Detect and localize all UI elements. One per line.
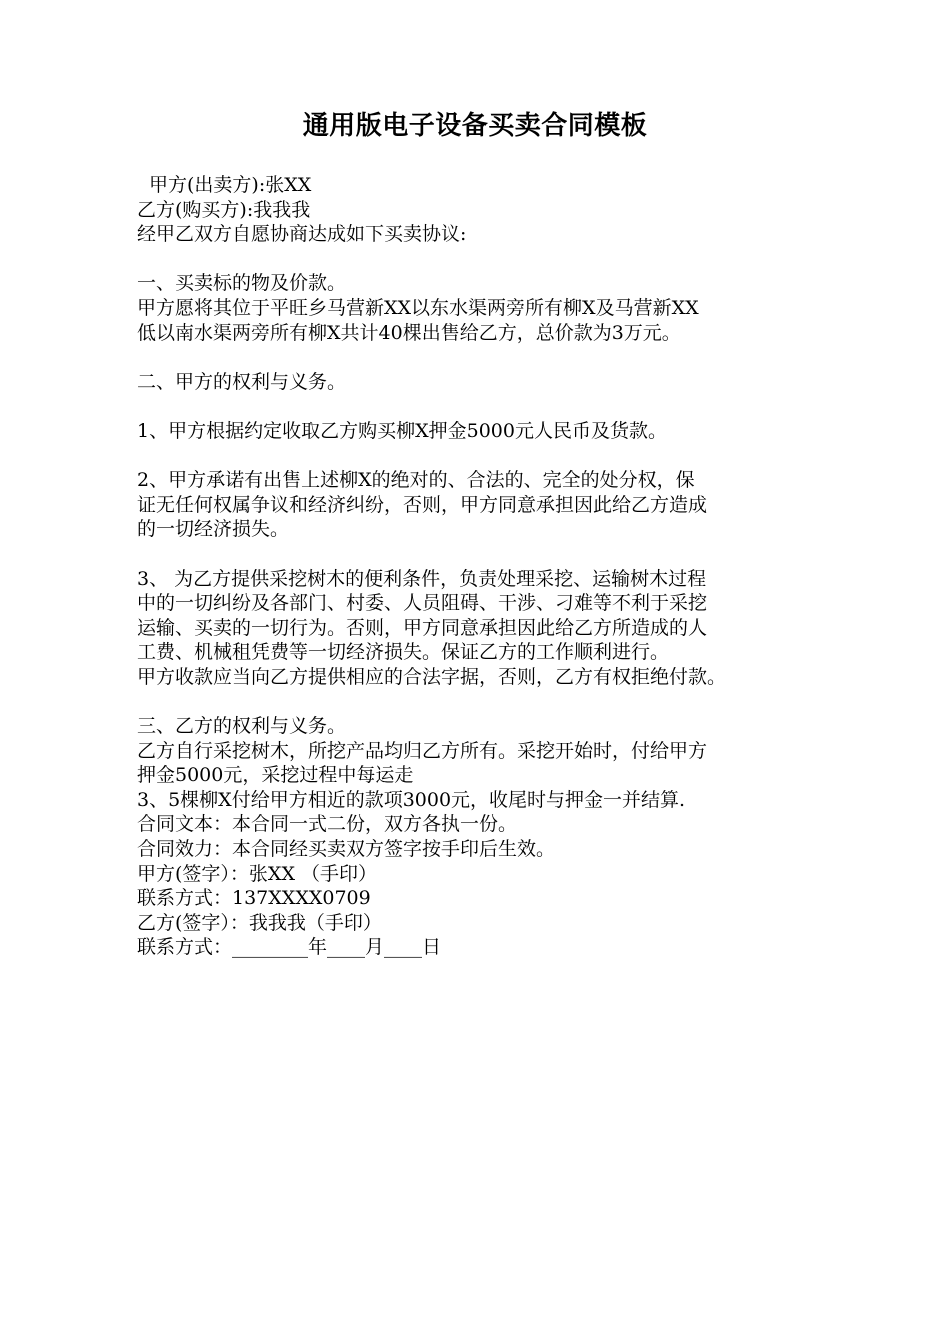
- section-heading-3: 三、乙方的权利与义务。: [137, 715, 347, 738]
- blank-line: [137, 542, 827, 567]
- blank-line: [137, 689, 827, 714]
- clause-3: 3、 为乙方提供采挖树木的便利条件，负责处理采挖、运输树木过程: [137, 567, 707, 590]
- party-b-contact-date: 联系方式：________年____月____日: [137, 936, 442, 959]
- section-heading-2: 二、甲方的权利与义务。: [137, 370, 347, 393]
- party-a-signature: 甲方(签字）：张XX （手印）: [137, 862, 378, 885]
- party-a-contact: 联系方式：137XXXX0709: [137, 887, 371, 910]
- clause-2: 2、甲方承诺有出售上述柳X的绝对的、合法的、完全的处分权，保: [137, 469, 695, 492]
- payment-receipt-clause: 甲方收款应当向乙方提供相应的合法字据，否则，乙方有权拒绝付款。: [137, 665, 727, 688]
- clause-3: 运输、买卖的一切行为。否则，甲方同意承担因此给乙方所造成的人: [137, 616, 708, 639]
- contract-copies: 合同文本：本合同一式二份，双方各执一份。: [137, 813, 518, 836]
- blank-line: [137, 394, 827, 419]
- section-3-text: 押金5000元，采挖过程中每运走: [137, 764, 414, 787]
- blank-line: [137, 247, 827, 272]
- clause-1: 1、甲方根据约定收取乙方购买柳X押金5000元人民币及货款。: [137, 419, 667, 442]
- clause-2: 证无任何权属争议和经济纠纷，否则，甲方同意承担因此给乙方造成: [137, 493, 708, 516]
- blank-line: [137, 444, 827, 469]
- party-b-signature: 乙方(签字）：我我我（手印）: [137, 911, 382, 934]
- clause-2: 的一切经济损失。: [137, 518, 290, 541]
- document-body: [137, 173, 827, 960]
- blank-line: [137, 345, 827, 370]
- agreement-intro: 经甲乙双方自愿协商达成如下买卖协议:: [137, 223, 467, 246]
- party-b-line: 乙方(购买方):我我我: [137, 198, 311, 221]
- section-3-text: 乙方自行采挖树木，所挖产品均归乙方所有。采挖开始时，付给甲方: [137, 739, 708, 762]
- section-1-text: 低以南水渠两旁所有柳X共计40棵出售给乙方，总价款为3万元。: [137, 321, 681, 344]
- party-a-line: 甲方(出卖方):张XX: [149, 174, 312, 196]
- contract-validity: 合同效力：本合同经买卖双方签字按手印后生效。: [137, 838, 556, 861]
- section-3-text: 3、5棵柳X付给甲方相近的款项3000元，收尾时与押金一并结算.: [137, 788, 686, 811]
- section-heading-1: 一、买卖标的物及价款。: [137, 272, 347, 295]
- section-1-text: 甲方愿将其位于平旺乡马营新XX以东水渠两旁所有柳X及马营新XX: [137, 296, 699, 319]
- clause-3: 中的一切纠纷及各部门、村委、人员阻碍、干涉、刁难等不利于采挖: [137, 592, 708, 615]
- document-title: 通用版电子设备买卖合同模板: [302, 111, 648, 141]
- clause-3: 工费、机械租凭费等一切经济损失。保证乙方的工作顺利进行。: [137, 641, 670, 664]
